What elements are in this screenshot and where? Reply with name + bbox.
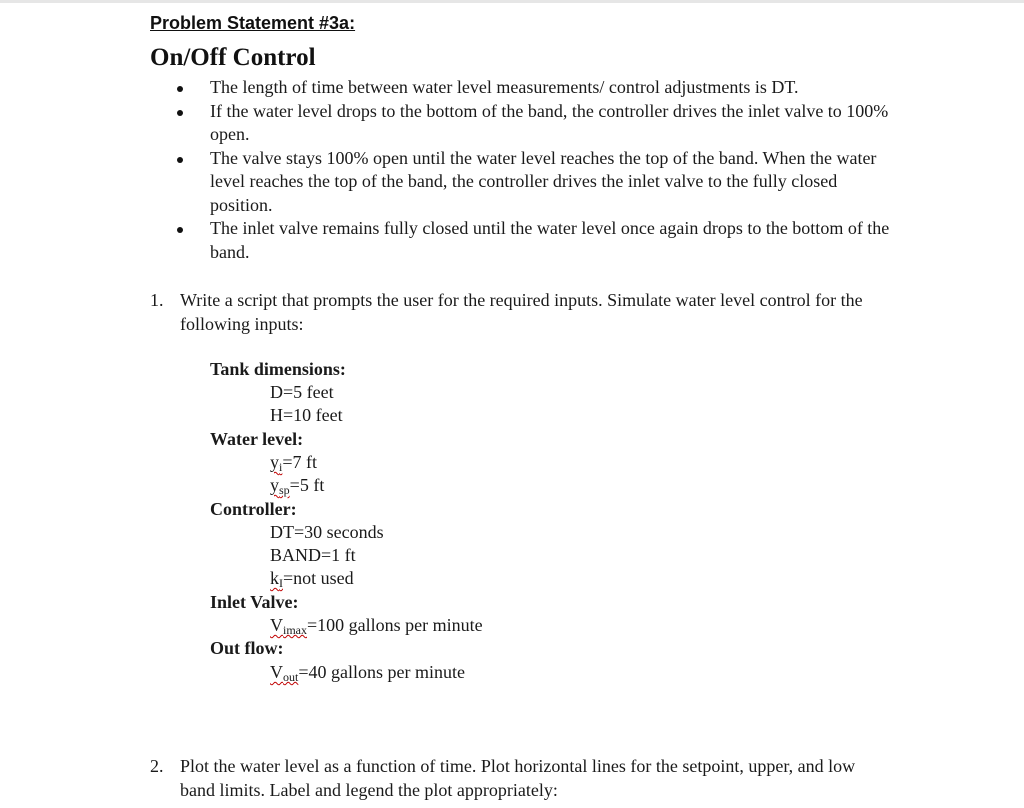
- out-flow-rate: [270, 662, 465, 683]
- inlet-valve-flow: [270, 615, 483, 636]
- ysp-symbol: $y_{sp}$: [270, 475, 290, 497]
- problem-statement-label: Problem Statement #3a:: [150, 13, 356, 33]
- bullet-list: [150, 76, 890, 264]
- page-title: On/Off Control: [150, 44, 316, 71]
- tank-dimensions-heading: Tank dimensions:: [210, 359, 346, 379]
- bullet-dot-icon: [177, 227, 183, 233]
- question-text: Write a script that prompts the user for the required inputs. Simulate water level control for the following inputs:: [180, 290, 863, 334]
- vout-value: =40 gallons per minute: [298, 662, 465, 682]
- tank-height: H=10 feet: [270, 405, 343, 425]
- bullet-text: If the water level drops to the bottom of the band, the controller drives the inlet valve to 100% open.: [210, 100, 889, 144]
- ki-value: =not used: [283, 568, 354, 588]
- vimax-value: =100 gallons per minute: [307, 615, 483, 635]
- vimax-symbol: $V_{imax}$: [270, 615, 307, 637]
- bullet-dot-icon: [177, 157, 183, 163]
- list-item: [150, 147, 890, 218]
- bullet-dot-icon: [177, 86, 183, 92]
- bullet-text: The length of time between water level measurements/ control adjustments is DT.: [210, 77, 799, 97]
- setpoint-level: [270, 475, 324, 496]
- list-item: [150, 217, 890, 264]
- controller-dt: DT=30 seconds: [270, 522, 384, 542]
- question-text: Plot the water level as a function of time. Plot horizontal lines for the setpoint, upper, and low band limits. Label and legend the plot appropriately:: [180, 756, 856, 800]
- question-number: 2.: [150, 756, 164, 776]
- list-item: [150, 76, 890, 100]
- controller-heading: Controller:: [210, 499, 297, 519]
- page-top-border: [0, 0, 1024, 3]
- question-number: 1.: [150, 290, 164, 310]
- yi-symbol: $y_i$: [270, 452, 283, 474]
- vout-symbol: $V_{out}$: [270, 662, 299, 684]
- bullet-dot-icon: [177, 110, 183, 116]
- water-level-heading: Water level:: [210, 429, 304, 449]
- ki-symbol: $k_I$: [270, 568, 283, 590]
- bullet-text: The inlet valve remains fully closed until the water level once again drops to the bottom of the band.: [210, 218, 890, 262]
- ysp-value: =5 ft: [289, 475, 325, 495]
- controller-band: BAND=1 ft: [270, 545, 356, 565]
- bullet-text: The valve stays 100% open until the water level reaches the top of the band. When the water level reaches the top of the band, the controller drives the inlet valve to the fully closed position.: [210, 147, 877, 215]
- out-flow-heading: Out flow:: [210, 638, 284, 658]
- controller-ki: [270, 568, 354, 589]
- list-item: [150, 100, 890, 147]
- tank-diameter: D=5 feet: [270, 382, 334, 402]
- yi-value: =7 ft: [282, 452, 317, 472]
- initial-level: [270, 452, 317, 473]
- inlet-valve-heading: Inlet Valve:: [210, 592, 299, 612]
